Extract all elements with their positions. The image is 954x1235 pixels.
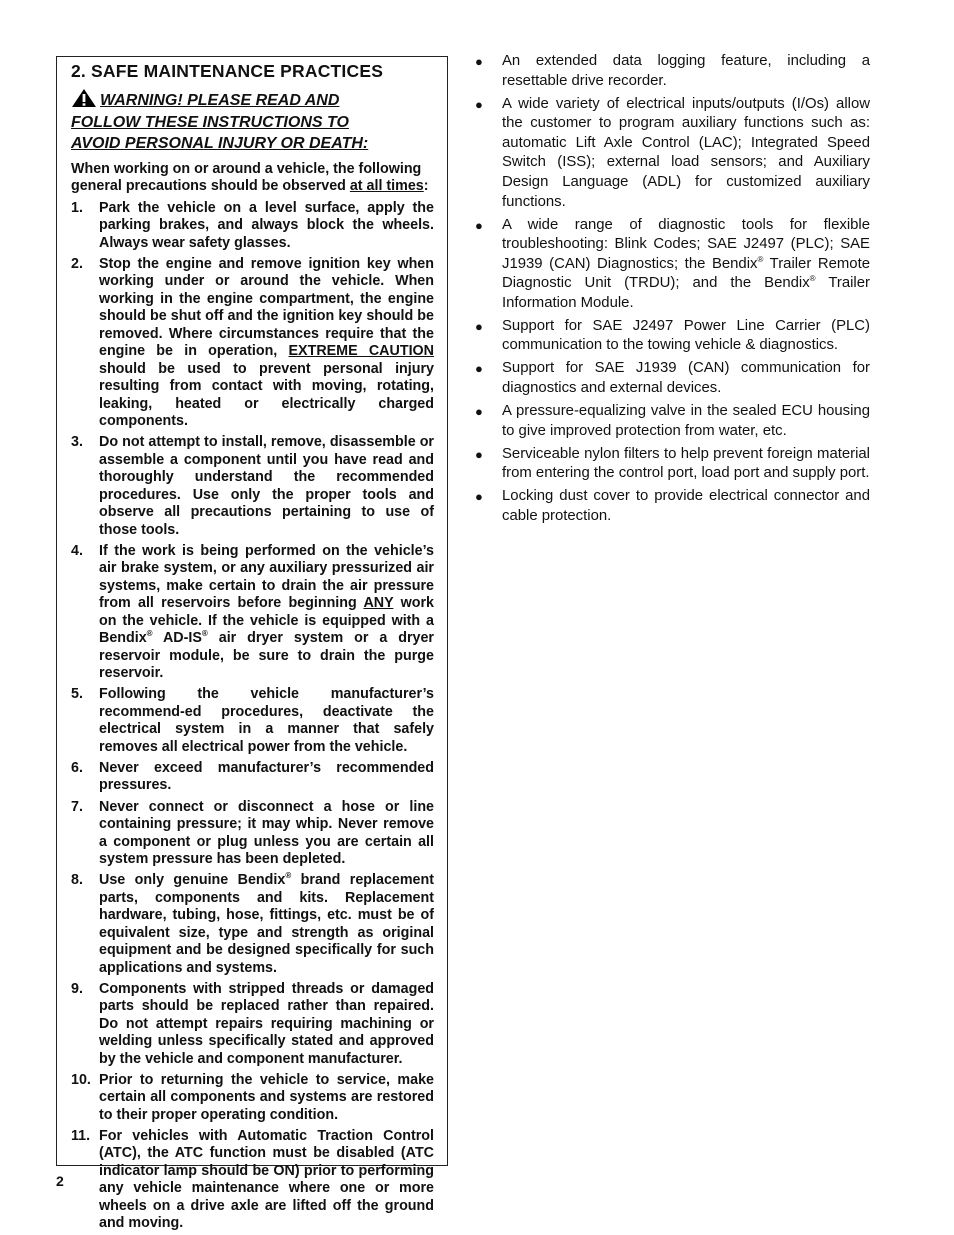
feature-item: ● Locking dust cover to provide electrical connector and cable protection. [475,488,870,524]
feature-item: ● Support for SAE J1939 (CAN) communication for diagnostics and external devices. [475,360,870,397]
warning-line-1: WARNING! PLEASE READ AND [100,92,340,109]
bullet-icon: ● [475,446,483,462]
bullet-icon: ● [475,96,483,112]
feature-item: ● An extended data logging feature, including a resettable drive recorder. [475,53,870,89]
warning-triangle-icon [71,88,97,108]
feature-item: ● Serviceable nylon filters to help prevent foreign material from entering the control port, load port and supply port. [475,445,870,482]
feature-item: ● A wide range of diagnostic tools for flexible troubleshooting: Blink Codes; SAE J2497 (PLC); SAE J1939 (CAN) Diagnostics; the Bendix® Trailer Remote Diagnostic Unit (TRDU); and the Bendix® Trailer Information Module. [475,216,870,311]
feature-item: ● A wide variety of electrical inputs/outputs (I/Os) allow the customer to program auxiliary functions such as: automatic Lift Axle Control (LAC); Integrated Speed Switch (ISS); external load sensors; and Auxiliary Design Language (ADL) for customized auxiliary functions. [475,95,870,210]
rule-item: 1. Park the vehicle on a level surface, apply the parking brakes, and always block the wheels. Always wear safety glasses. [71,199,434,251]
rule-item: 9. Components with stripped threads or damaged parts should be replaced rather than repaired. Do not attempt repairs requiring machining or welding unless specifically stated and approved by the vehicle and component manufacturer. [71,980,434,1067]
bullet-icon: ● [475,217,483,233]
bullet-icon: ● [475,318,483,334]
rule-item: 5. Following the vehicle manufacturer’s recommend-ed procedures, deactivate the electrical system in a manner that safely removes all electrical power from the vehicle. [71,686,434,755]
feature-item: ● Support for SAE J2497 Power Line Carrier (PLC) communication to the towing vehicle & diagnostics. [475,317,870,354]
warning-heading [71,88,434,155]
rule-item: 11. For vehicles with Automatic Traction Control (ATC), the ATC function must be disabled (ATC indicator lamp should be ON) prior to performing any vehicle maintenance where one or more wheels on a drive axle are lifted off the ground and moving. [71,1127,434,1232]
bullet-icon: ● [475,404,483,420]
rule-item: 2. Stop the engine and remove ignition key when working under or around the vehicle. When working in the engine compartment, the engine should be shut off and the ignition key should be removed. Where circumstances require that the engine be in operation, EXTREME CAUTION should be used to prevent personal injury resulting from contact with moving, rotating, leaking, heated or electrically charged components. [71,255,434,430]
rule-item: 8. Use only genuine Bendix® brand replacement parts, components and kits. Replacement hardware, tubing, hose, fittings, etc. must be of equivalent size, type and strength as original equipment and be designed specifically for such applications and systems. [71,871,434,976]
rule-item: 4. If the work is being performed on the vehicle’s air brake system, or any auxiliary pressurized air systems, make certain to drain the air pressure from all reservoirs before beginning ANY work on the vehicle. If the vehicle is equipped with a Bendix® AD-IS® air dryer system or a dryer reservoir module, be sure to drain the purge reservoir. [71,542,434,682]
section-title: 2. SAFE MAINTENANCE PRACTICES [71,61,384,81]
feature-item: ● A pressure-equalizing valve in the sealed ECU housing to give improved protection from water, etc. [475,403,870,439]
features-column [475,52,870,530]
bullet-icon: ● [475,489,483,505]
rule-item: 10. Prior to returning the vehicle to service, make certain all components and systems are restored to their proper operating condition. [71,1071,434,1123]
intro-text: When working on or around a vehicle, the following general precautions should be observed at all times: [71,160,429,194]
intro-emphasis: at all times [349,178,424,194]
safety-rules-list [71,200,434,1233]
warning-line-3: AVOID PERSONAL INJURY OR DEATH: [71,135,369,152]
page-number: 2 [56,1173,64,1189]
rule-item: 3. Do not attempt to install, remove, disassemble or assemble a component until you have read and thoroughly understand the recommended procedures. Use only the proper tools and observe all precautions pertaining to use of those tools. [71,434,434,538]
safety-box [56,56,448,1232]
rule-item: 6. Never exceed manufacturer’s recommended pressures. [71,759,434,794]
warning-line-2: FOLLOW THESE INSTRUCTIONS TO [71,113,349,131]
rule-item: 7. Never connect or disconnect a hose or line containing pressure; it may whip. Never remove a component or plug unless you are certain all system pressure has been depleted. [71,798,434,868]
bullet-icon: ● [475,361,483,377]
features-list [475,52,870,526]
bullet-icon: ● [475,54,483,69]
